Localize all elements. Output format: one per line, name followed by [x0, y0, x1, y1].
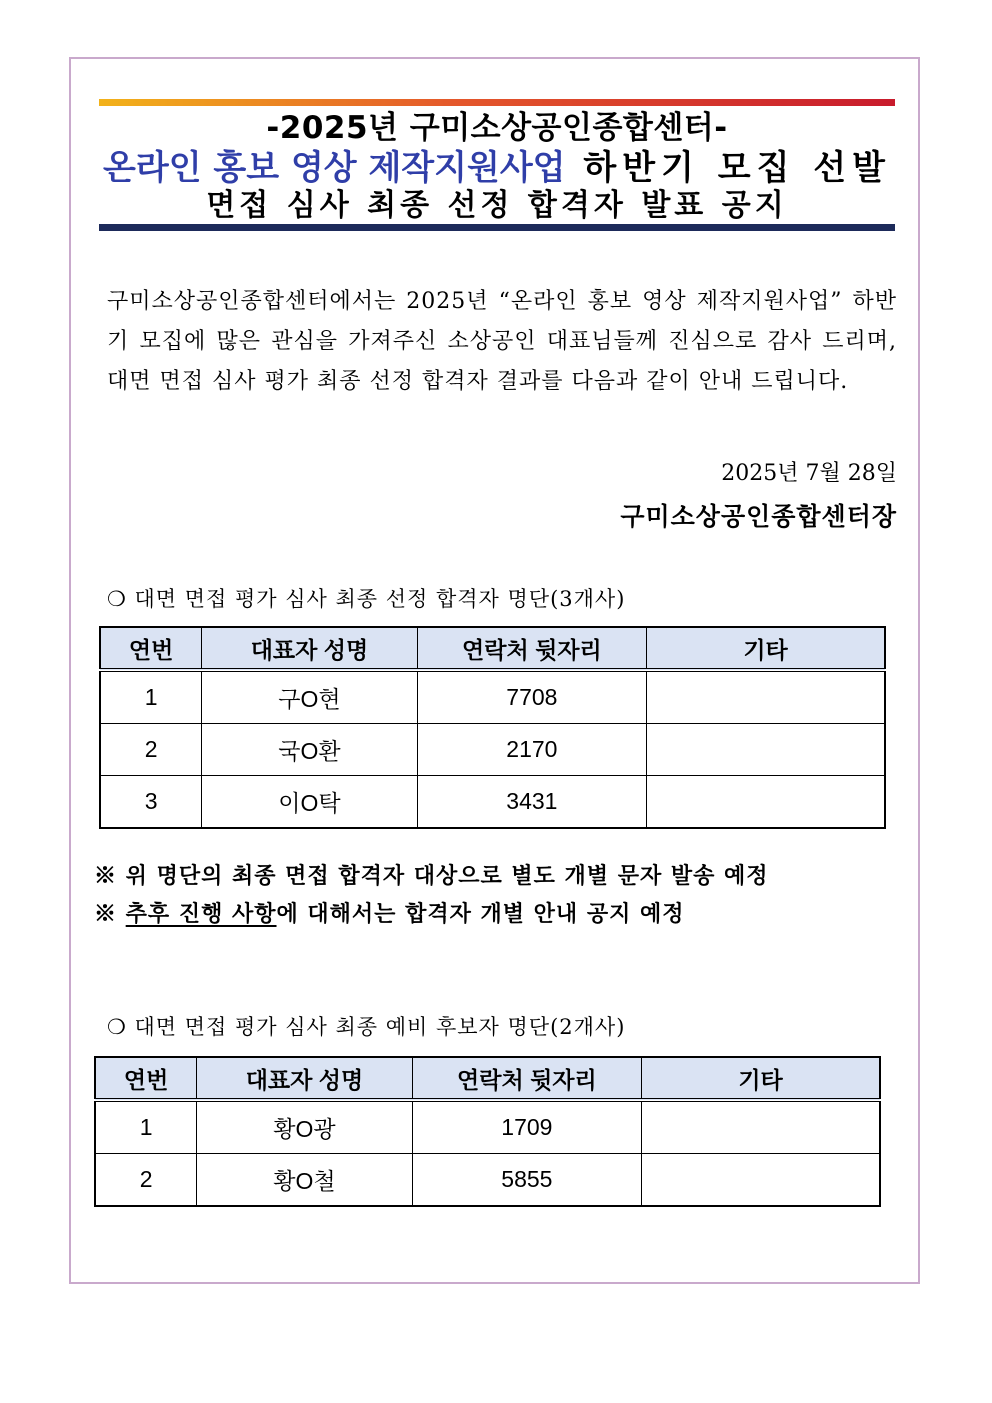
- cell-name: 황O광: [197, 1100, 412, 1154]
- table-header-row: [100, 627, 885, 670]
- col-etc: 기타: [642, 1057, 880, 1100]
- cell-etc: [647, 670, 885, 724]
- cell-etc: [642, 1154, 880, 1207]
- cell-phone: 7708: [417, 670, 646, 724]
- cell-no: 3: [100, 776, 202, 829]
- reserve-table: [94, 1056, 881, 1207]
- title-line2-program: 온라인 홍보 영상 제작지원사업: [103, 148, 566, 188]
- section1-heading: ❍ 대면 면접 평가 심사 최종 선정 합격자 명단(3개사): [107, 587, 626, 611]
- notice-date: 2025년 7월 28일: [721, 461, 897, 486]
- note-2-underlined: 추후 진행 사항: [125, 901, 277, 927]
- header-bottom-bar: [99, 224, 895, 231]
- table-row: [100, 670, 885, 724]
- finalist-table: [99, 626, 886, 829]
- cell-etc: [642, 1100, 880, 1154]
- cell-no: 1: [100, 670, 202, 724]
- title-line2-recruit: 하반기 모집 선발: [565, 148, 891, 188]
- cell-phone: 5855: [412, 1154, 641, 1207]
- note-2-suffix: 에 대해서는 합격자 개별 안내 공지 예정: [276, 901, 685, 927]
- signature: 구미소상공인종합센터장: [620, 502, 897, 531]
- title-line3: 면접 심사 최종 선정 합격자 발표 공지: [206, 188, 788, 223]
- cell-phone: 2170: [417, 724, 646, 776]
- cell-etc: [647, 776, 885, 829]
- header-top-bar: [99, 99, 895, 106]
- table-header-row: [95, 1057, 880, 1100]
- col-no: 연번: [95, 1057, 197, 1100]
- table-row: [95, 1154, 880, 1207]
- table-row: [100, 724, 885, 776]
- col-name: 대표자 성명: [197, 1057, 412, 1100]
- cell-name: 황O철: [197, 1154, 412, 1207]
- col-etc: 기타: [647, 627, 885, 670]
- note-2-prefix: ※: [94, 901, 126, 927]
- cell-name: 구O현: [202, 670, 417, 724]
- cell-name: 국O환: [202, 724, 417, 776]
- cell-name: 이O탁: [202, 776, 417, 829]
- cell-etc: [647, 724, 885, 776]
- table-row: [100, 776, 885, 829]
- col-phone: 연락처 뒷자리: [417, 627, 646, 670]
- title-line2: [99, 146, 895, 190]
- title-line1: -2025년 구미소상공인종합센터-: [266, 110, 728, 146]
- intro-paragraph: 구미소상공인종합센터에서는 2025년 “온라인 홍보 영상 제작지원사업” 하반기 모집에 많은 관심을 가져주신 소상공인 대표님들께 진심으로 감사 드리며, 대면 면접 심사 평가 최종 선정 합격자 결과를 다음과 같이 안내 드립니다.: [107, 289, 897, 394]
- note-1: ※ 위 명단의 최종 면접 합격자 대상으로 별도 개별 문자 발송 예정: [94, 863, 769, 889]
- cell-phone: 1709: [412, 1100, 641, 1154]
- col-name: 대표자 성명: [202, 627, 417, 670]
- table-row: [95, 1100, 880, 1154]
- cell-no: 2: [95, 1154, 197, 1207]
- col-no: 연번: [100, 627, 202, 670]
- col-phone: 연락처 뒷자리: [412, 1057, 641, 1100]
- note-2: [94, 896, 685, 932]
- cell-phone: 3431: [417, 776, 646, 829]
- cell-no: 2: [100, 724, 202, 776]
- cell-no: 1: [95, 1100, 197, 1154]
- section2-heading: ❍ 대면 면접 평가 심사 최종 예비 후보자 명단(2개사): [107, 1015, 626, 1039]
